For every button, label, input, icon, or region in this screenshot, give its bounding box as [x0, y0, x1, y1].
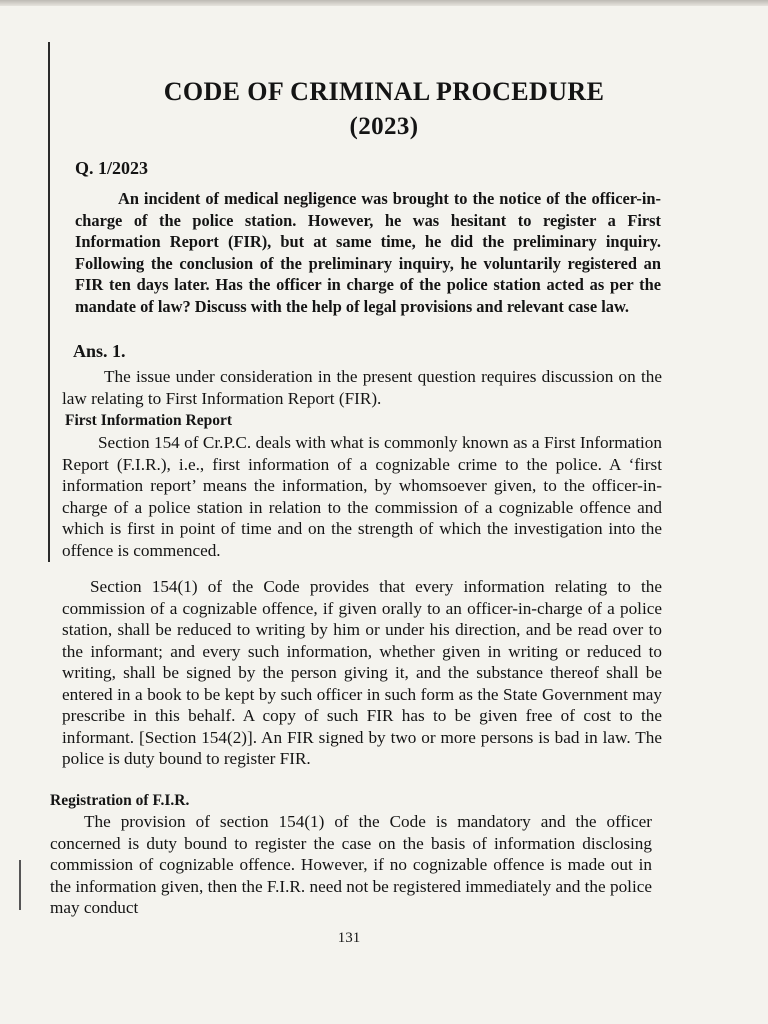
question-number: Q. 1/2023: [75, 158, 149, 178]
answer-label: Ans. 1.: [73, 341, 126, 361]
section-heading-registration: Registration of F.I.R.: [50, 792, 190, 809]
fir-paragraph-2: Section 154(1) of the Code provides that every information relating to the commission of a cognizable offence, if given orally to an officer-in-charge of a police station, shall be reduced to writing by him or under his direction, and be read over to the informant; and every such information, whether given in writing or reduced to writing, shall be signed by the person giving it, and the substance thereof shall be entered in a book to be kept by such officer in such form as the State Government may prescribe in this behalf. A copy of such FIR has to be given free of cost to the informant. [Section 154(2)]. An FIR signed by two or more persons is bad in law. The police is duty bound to register FIR.: [62, 577, 662, 768]
question-text: An incident of medical negligence was brought to the notice of the officer-in-charge of the police station. However, he was hesitant to register a First Information Report (FIR), but at same time, he did the preliminary inquiry. Following the conclusion of the preliminary inquiry, he voluntarily registered an FIR ten days later. Has the officer in charge of the police station acted as per the mandate of law? Discuss with the help of legal provisions and relevant case law.: [75, 189, 661, 316]
registration-paragraph: The provision of section 154(1) of the Code is mandatory and the officer concerned is duty bound to register the case on the basis of information disclosing commission of cognizable offence. However, if no cognizable offence is made out in the information given, then the F.I.R. need not be registered immediately and the police may conduct: [50, 812, 652, 917]
scan-edge-shadow: [0, 0, 768, 6]
scan-margin-mark: [19, 860, 21, 910]
page-subtitle-year: (2023): [349, 113, 419, 140]
fir-paragraph-1: Section 154 of Cr.P.C. deals with what is commonly known as a First Information Report (F.I.R.), i.e., first information of a cognizable crime to the police. A ‘first information report’ means the information, by whomsoever given, to the officer-in-charge of a police station in relation to the commission of a cognizable offence and which is first in point of time and on the strength of which the investigation into the offence is commenced.: [62, 433, 662, 560]
page-title: CODE OF CRIMINAL PROCEDURE: [163, 77, 605, 106]
page-number: 131: [337, 930, 361, 946]
answer-intro: The issue under consideration in the present question requires discussion on the law relating to First Information Report (FIR).: [62, 367, 662, 408]
section-heading-fir: First Information Report: [65, 412, 233, 429]
